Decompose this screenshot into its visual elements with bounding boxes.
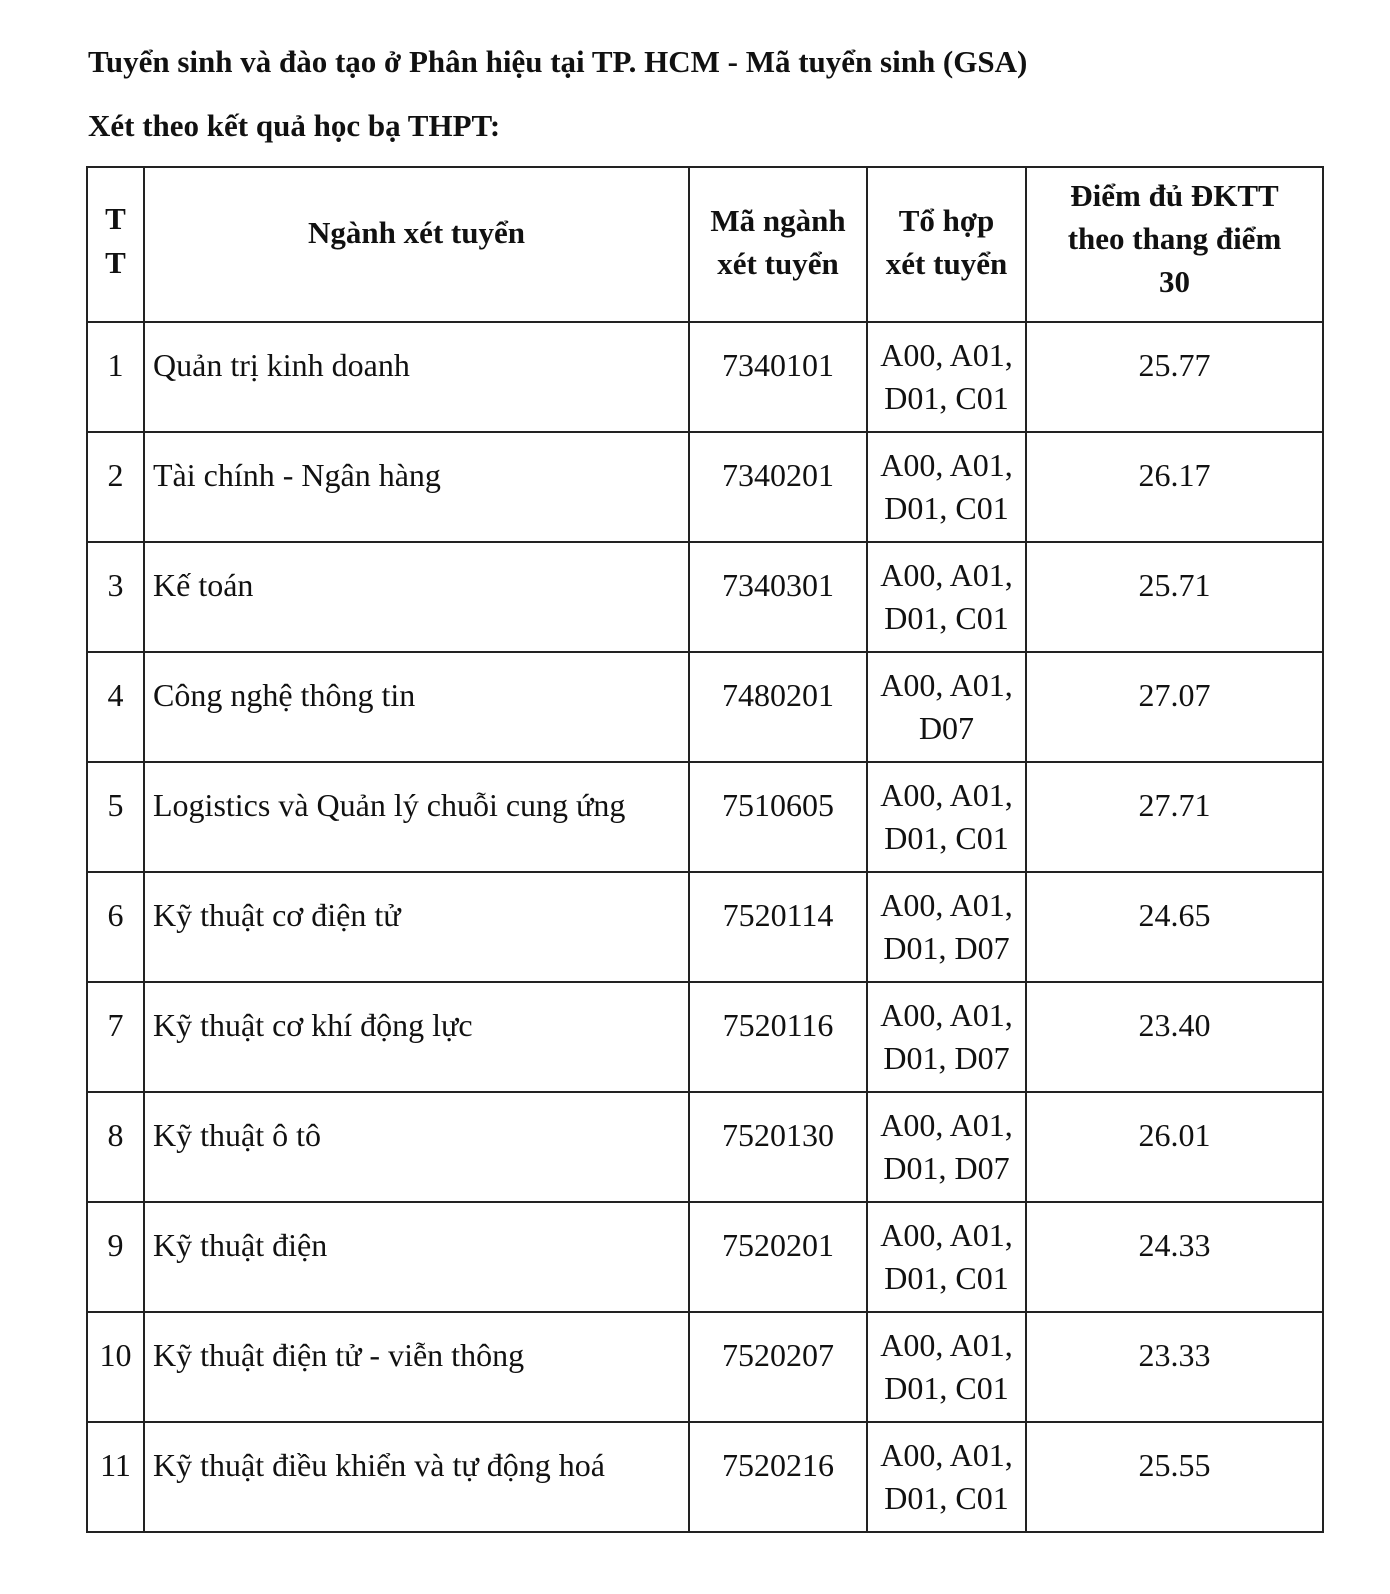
score-value: 25.55 bbox=[1138, 1446, 1211, 1483]
cell-major bbox=[144, 762, 689, 872]
cell-combination bbox=[867, 982, 1026, 1092]
cell-tt bbox=[87, 322, 144, 432]
major-code: 7340301 bbox=[722, 566, 834, 603]
cell-code bbox=[689, 1422, 867, 1532]
cell-code bbox=[689, 1092, 867, 1202]
cell-code bbox=[689, 872, 867, 982]
table-row bbox=[87, 542, 1323, 652]
combination-line2: D01, D07 bbox=[883, 1150, 1010, 1186]
cell-major bbox=[144, 322, 689, 432]
major-name: Kỹ thuật cơ điện tử bbox=[153, 896, 401, 933]
cell-combination bbox=[867, 652, 1026, 762]
row-number: 4 bbox=[107, 676, 124, 713]
row-number: 5 bbox=[107, 786, 124, 823]
combination-line2: D01, C01 bbox=[884, 490, 1009, 526]
major-code: 7520130 bbox=[722, 1116, 834, 1153]
combination-line2: D01, C01 bbox=[884, 600, 1009, 636]
combination-line2: D07 bbox=[918, 710, 975, 746]
combination-line1: A00, A01, bbox=[880, 1437, 1013, 1473]
cell-tt bbox=[87, 762, 144, 872]
cell-tt bbox=[87, 982, 144, 1092]
header-combination-line2: xét tuyển bbox=[885, 245, 1008, 281]
cell-score bbox=[1026, 1422, 1323, 1532]
major-name: Quản trị kinh doanh bbox=[153, 346, 410, 383]
major-name: Kỹ thuật cơ khí động lực bbox=[153, 1006, 473, 1043]
cell-score bbox=[1026, 762, 1323, 872]
major-code: 7340101 bbox=[722, 346, 834, 383]
row-number: 9 bbox=[107, 1226, 124, 1263]
table-row bbox=[87, 1202, 1323, 1312]
combination-line1: A00, A01, bbox=[880, 777, 1013, 813]
table-row bbox=[87, 982, 1323, 1092]
score-value: 24.65 bbox=[1138, 896, 1211, 933]
cell-combination bbox=[867, 1202, 1026, 1312]
cell-tt bbox=[87, 1312, 144, 1422]
row-number: 11 bbox=[100, 1446, 131, 1483]
cell-major bbox=[144, 432, 689, 542]
combination-line2: D01, C01 bbox=[884, 1480, 1009, 1516]
combination-line2: D01, C01 bbox=[884, 820, 1009, 856]
combination-line2: D01, D07 bbox=[883, 1040, 1010, 1076]
cell-tt bbox=[87, 1422, 144, 1532]
cell-combination bbox=[867, 762, 1026, 872]
row-number: 6 bbox=[107, 896, 124, 933]
cell-major bbox=[144, 1312, 689, 1422]
cell-code bbox=[689, 652, 867, 762]
score-value: 26.17 bbox=[1138, 456, 1211, 493]
table-row bbox=[87, 1422, 1323, 1532]
cell-score bbox=[1026, 542, 1323, 652]
header-score bbox=[1026, 167, 1323, 322]
major-code: 7510605 bbox=[722, 786, 834, 823]
cell-code bbox=[689, 432, 867, 542]
cell-major bbox=[144, 1422, 689, 1532]
major-code: 7520114 bbox=[722, 896, 834, 933]
cell-tt bbox=[87, 542, 144, 652]
cell-tt bbox=[87, 872, 144, 982]
header-code bbox=[689, 167, 867, 322]
combination-line1: A00, A01, bbox=[880, 667, 1013, 703]
cell-major bbox=[144, 982, 689, 1092]
cell-major bbox=[144, 872, 689, 982]
header-code-line2: xét tuyển bbox=[717, 245, 839, 281]
header-code-line1: Mã ngành bbox=[710, 202, 846, 238]
major-code: 7520201 bbox=[722, 1226, 834, 1263]
score-value: 27.07 bbox=[1138, 676, 1211, 713]
combination-line1: A00, A01, bbox=[880, 887, 1013, 923]
cell-combination bbox=[867, 872, 1026, 982]
cell-tt bbox=[87, 1092, 144, 1202]
header-combination-line1: Tổ hợp bbox=[898, 202, 995, 238]
combination-line1: A00, A01, bbox=[880, 1327, 1013, 1363]
cell-combination bbox=[867, 322, 1026, 432]
cell-score bbox=[1026, 982, 1323, 1092]
table-row bbox=[87, 322, 1323, 432]
score-value: 25.71 bbox=[1138, 566, 1211, 603]
score-value: 23.40 bbox=[1138, 1006, 1211, 1043]
major-name: Kỹ thuật điện bbox=[153, 1226, 328, 1263]
table-row bbox=[87, 1092, 1323, 1202]
cell-combination bbox=[867, 1312, 1026, 1422]
combination-line2: D01, C01 bbox=[884, 380, 1009, 416]
major-code: 7520216 bbox=[722, 1446, 834, 1483]
combination-line1: A00, A01, bbox=[880, 1107, 1013, 1143]
table-row bbox=[87, 1312, 1323, 1422]
cell-major bbox=[144, 542, 689, 652]
table-header-row bbox=[87, 167, 1323, 322]
combination-line1: A00, A01, bbox=[880, 447, 1013, 483]
major-name: Kỹ thuật điều khiển và tự động hoá bbox=[153, 1446, 605, 1483]
major-code: 7480201 bbox=[722, 676, 834, 713]
cell-score bbox=[1026, 652, 1323, 762]
combination-line1: A00, A01, bbox=[880, 337, 1013, 373]
row-number: 10 bbox=[99, 1336, 132, 1373]
major-code: 7340201 bbox=[722, 456, 834, 493]
major-name: Kỹ thuật điện tử - viễn thông bbox=[153, 1336, 525, 1373]
cell-tt bbox=[87, 1202, 144, 1312]
header-tt-line2: T bbox=[105, 244, 126, 280]
combination-line2: D01, C01 bbox=[884, 1370, 1009, 1406]
section-title: Tuyển sinh và đào tạo ở Phân hiệu tại TP. HCM - Mã tuyển sinh (GSA) bbox=[88, 44, 1028, 79]
cell-combination bbox=[867, 542, 1026, 652]
major-code: 7520207 bbox=[722, 1336, 834, 1373]
section-subtitle: Xét theo kết quả học bạ THPT: bbox=[88, 108, 501, 143]
header-score-line2: theo thang điểm bbox=[1067, 221, 1282, 256]
major-name: Kỹ thuật ô tô bbox=[153, 1116, 321, 1153]
score-value: 24.33 bbox=[1138, 1226, 1211, 1263]
table-row bbox=[87, 762, 1323, 872]
cell-code bbox=[689, 1202, 867, 1312]
combination-line2: D01, C01 bbox=[884, 1260, 1009, 1296]
cell-major bbox=[144, 652, 689, 762]
cell-tt bbox=[87, 432, 144, 542]
score-value: 23.33 bbox=[1138, 1336, 1211, 1373]
major-code: 7520116 bbox=[722, 1006, 834, 1043]
table-row bbox=[87, 432, 1323, 542]
header-tt bbox=[87, 167, 144, 322]
header-major bbox=[144, 167, 689, 322]
cell-code bbox=[689, 982, 867, 1092]
row-number: 8 bbox=[107, 1116, 124, 1153]
score-value: 26.01 bbox=[1138, 1116, 1211, 1153]
cell-code bbox=[689, 1312, 867, 1422]
cell-major bbox=[144, 1092, 689, 1202]
cell-combination bbox=[867, 432, 1026, 542]
table-row bbox=[87, 652, 1323, 762]
major-name: Tài chính - Ngân hàng bbox=[153, 456, 441, 493]
cell-combination bbox=[867, 1422, 1026, 1532]
major-name: Logistics và Quản lý chuỗi cung ứng bbox=[153, 786, 626, 823]
score-value: 27.71 bbox=[1138, 786, 1211, 823]
cell-code bbox=[689, 762, 867, 872]
header-tt-line1: T bbox=[105, 200, 126, 236]
table-row bbox=[87, 872, 1323, 982]
score-value: 25.77 bbox=[1138, 346, 1211, 383]
cell-major bbox=[144, 1202, 689, 1312]
cell-score bbox=[1026, 1092, 1323, 1202]
cell-score bbox=[1026, 432, 1323, 542]
cell-code bbox=[689, 322, 867, 432]
major-name: Công nghệ thông tin bbox=[153, 676, 416, 713]
major-name: Kế toán bbox=[153, 566, 254, 603]
cell-score bbox=[1026, 322, 1323, 432]
header-major-label: Ngành xét tuyển bbox=[307, 215, 525, 250]
combination-line1: A00, A01, bbox=[880, 1217, 1013, 1253]
row-number: 7 bbox=[107, 1006, 124, 1043]
combination-line2: D01, D07 bbox=[883, 930, 1010, 966]
row-number: 3 bbox=[107, 566, 124, 603]
row-number: 1 bbox=[107, 346, 124, 383]
row-number: 2 bbox=[107, 456, 124, 493]
combination-line1: A00, A01, bbox=[880, 557, 1013, 593]
cell-score bbox=[1026, 872, 1323, 982]
header-combination bbox=[867, 167, 1026, 322]
header-score-line3: 30 bbox=[1159, 264, 1190, 299]
combination-line1: A00, A01, bbox=[880, 997, 1013, 1033]
cell-score bbox=[1026, 1202, 1323, 1312]
header-score-line1: Điểm đủ ĐKTT bbox=[1070, 178, 1279, 213]
cell-code bbox=[689, 542, 867, 652]
cell-tt bbox=[87, 652, 144, 762]
cell-score bbox=[1026, 1312, 1323, 1422]
cell-combination bbox=[867, 1092, 1026, 1202]
admission-table bbox=[86, 166, 1324, 1533]
